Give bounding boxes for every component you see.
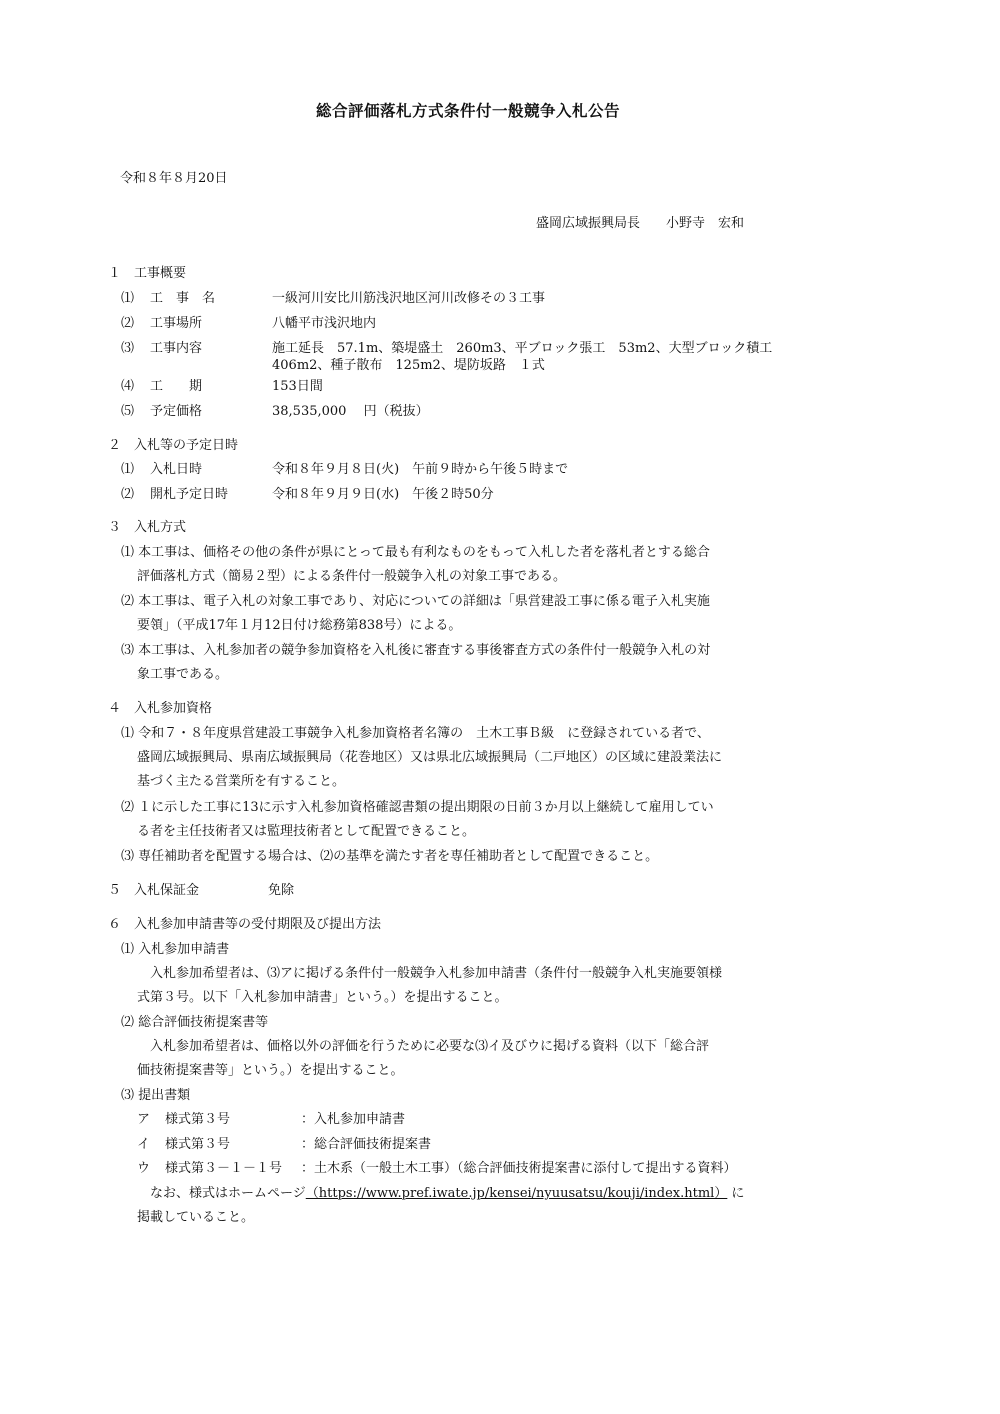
paragraph-line: 盛岡広域振興局、県南広域振興局（花巻地区）又は県北広域振興局（二戸地区）の区域に建設業法に: [137, 750, 723, 765]
doc-mark: イ: [137, 1137, 151, 1152]
note-line-2: 掲載していること。: [137, 1210, 255, 1225]
item-value: 153日間: [272, 379, 323, 394]
paragraph-line: 入札参加希望者は、価格以外の評価を行うために必要な⑶イ及びウに掲げる資料（以下「総合評: [150, 1039, 710, 1054]
section-heading: ６ 入札参加申請書等の受付期限及び提出方法: [108, 917, 382, 932]
item-number: ⑵: [121, 487, 135, 502]
item-label: 予定価格: [150, 404, 203, 419]
paragraph-line: 象工事である。: [137, 667, 229, 682]
paragraph-line: ⑴ 令和７・８年度県営建設工事競争入札参加資格者名簿の 土木工事Ｂ級 に登録されている者で、: [121, 726, 710, 741]
issue-date: 令和８年８月20日: [120, 171, 228, 186]
paragraph-line: ⑵ 本工事は、電子入札の対象工事であり、対応についての詳細は「県営建設工事に係る電子入札実施: [121, 594, 710, 609]
item-label: 工 期: [150, 379, 203, 394]
doc-mark: ウ: [137, 1161, 151, 1176]
paragraph-line: る者を主任技術者又は監理技術者として配置できること。: [137, 824, 476, 839]
paragraph-line: 入札参加希望者は、⑶アに掲げる条件付一般競争入札参加申請書（条件付一般競争入札実施要領様: [150, 966, 723, 981]
doc-desc: ：総合評価技術提案書: [301, 1137, 432, 1152]
paragraph-line: ⑶ 専任補助者を配置する場合は、⑵の基準を満たす者を専任補助者として配置できること。: [121, 849, 659, 864]
doc-form: 様式第３号: [165, 1112, 231, 1127]
section-heading: ５ 入札保証金: [108, 883, 200, 898]
doc-form: 様式第３－１－１号: [165, 1161, 283, 1176]
note-text-end: に: [731, 1186, 745, 1201]
item-value: 一級河川安比川筋浅沢地区河川改修その３工事: [272, 291, 546, 306]
doc-desc: ：土木系（一般土木工事）（総合評価技術提案書に添付して提出する資料）: [301, 1161, 737, 1176]
paragraph-line: 式第３号。以下「入札参加申請書」という。）を提出すること。: [137, 990, 508, 1005]
item-number: ⑴: [121, 462, 135, 477]
item-number: ⑴: [121, 291, 135, 306]
item-value: 八幡平市浅沢地内: [272, 316, 377, 331]
item-label: 工事場所: [150, 316, 203, 331]
subsection-heading: ⑶ 提出書類: [121, 1088, 191, 1103]
item-label: 開札予定日時: [150, 487, 229, 502]
note-line: [150, 1182, 744, 1201]
item-label: 工事内容: [150, 341, 203, 356]
item-value: 施工延長 57.1m、築堤盛土 260m3、平ブロック張工 53m2、大型ブロック積工: [272, 341, 773, 356]
paragraph-line: 基づく主たる営業所を有すること。: [137, 774, 346, 789]
deposit-value: 免除: [268, 883, 295, 898]
paragraph-line: 価技術提案書等」という。）を提出すること。: [137, 1063, 404, 1078]
doc-mark: ア: [137, 1112, 151, 1127]
section-heading: ４ 入札参加資格: [108, 701, 213, 716]
section-heading: １ 工事概要: [108, 266, 187, 281]
subsection-heading: ⑴ 入札参加申請書: [121, 942, 230, 957]
paragraph-line: 要領」（平成17年１月12日付け総務第838号）による。: [137, 618, 462, 633]
section-heading: ３ 入札方式: [108, 520, 187, 535]
item-value: 令和８年９月９日(水) 午後２時50分: [272, 487, 494, 502]
item-number: ⑵: [121, 316, 135, 331]
item-value: 令和８年９月８日(火) 午前９時から午後５時まで: [272, 462, 569, 477]
doc-desc: ：入札参加申請書: [301, 1112, 406, 1127]
subsection-heading: ⑵ 総合評価技術提案書等: [121, 1015, 269, 1030]
paragraph-line: 評価落札方式（簡易２型）による条件付一般競争入札の対象工事である。: [137, 569, 567, 584]
paragraph-line: ⑴ 本工事は、価格その他の条件が県にとって最も有利なものをもって入札した者を落札者とする総合: [121, 545, 710, 560]
note-text: なお、様式はホームページ: [150, 1186, 306, 1201]
paragraph-line: ⑵ １に示した工事に13に示す入札参加資格確認書類の提出期限の日前３か月以上継続して雇用してい: [121, 800, 714, 815]
homepage-link[interactable]: （https://www.pref.iwate.jp/kensei/nyuusatsu/kouji/index.html）: [305, 1186, 728, 1201]
issuer: 盛岡広域振興局長 小野寺 宏和: [536, 216, 745, 231]
item-label: 工 事 名: [150, 291, 216, 306]
item-label: 入札日時: [150, 462, 203, 477]
item-number: ⑶: [121, 341, 135, 356]
document-title: 総合評価落札方式条件付一般競争入札公告: [316, 101, 621, 120]
doc-form: 様式第３号: [165, 1137, 231, 1152]
item-number: ⑸: [121, 404, 135, 419]
item-number: ⑷: [121, 379, 135, 394]
section-heading: ２ 入札等の予定日時: [108, 438, 239, 453]
item-value: 38,535,000 円（税抜）: [272, 404, 429, 419]
paragraph-line: ⑶ 本工事は、入札参加者の競争参加資格を入札後に審査する事後審査方式の条件付一般競争入札の対: [121, 643, 711, 658]
item-value-continued: 406m2、種子散布 125m2、堤防坂路 １式: [272, 358, 545, 373]
